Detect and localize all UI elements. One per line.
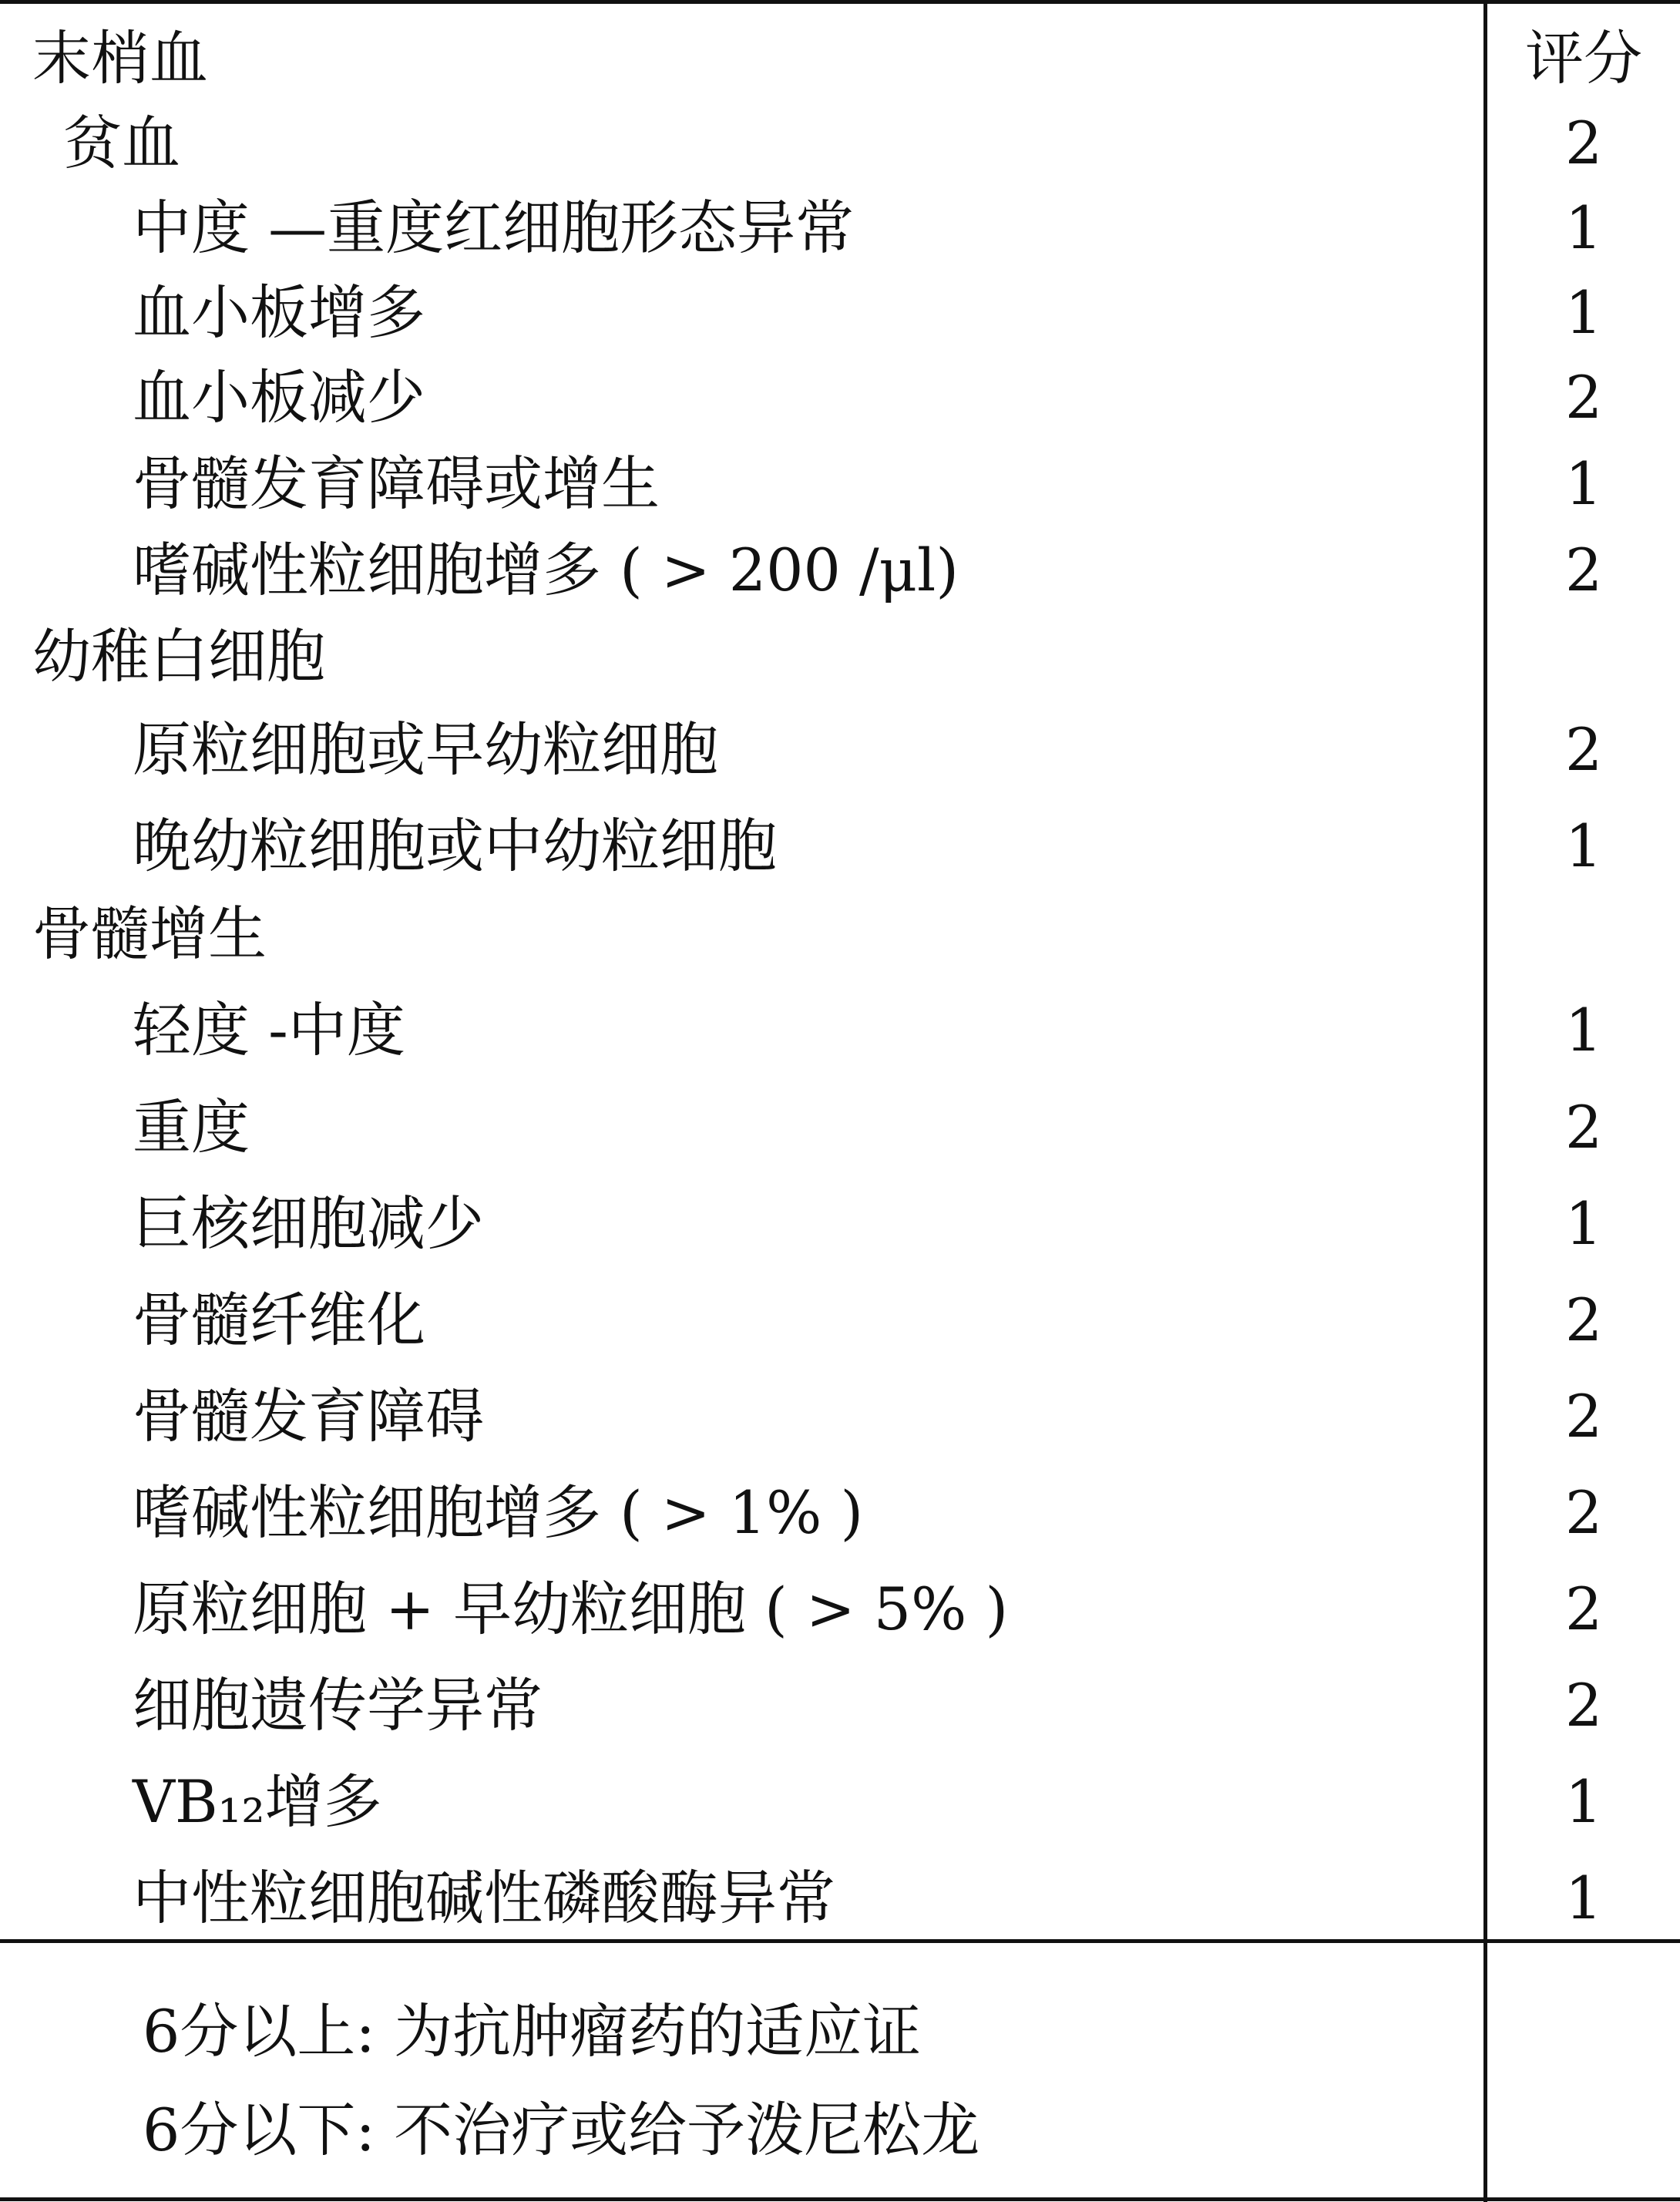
- row-label: 细胞遗传学异常: [133, 1671, 543, 1740]
- table-section-row: [0, 614, 1680, 699]
- row-score: 1: [1564, 1189, 1603, 1258]
- row-score: 1: [1564, 1864, 1603, 1932]
- row-label: 原粒细胞或早幼粒细胞: [133, 715, 718, 784]
- row-score: 2: [1564, 1286, 1603, 1354]
- table-header-row: [0, 16, 1680, 101]
- row-label: 骨髓发育障碍: [133, 1382, 484, 1451]
- row-score: 2: [1564, 715, 1603, 784]
- table-row: [0, 101, 1680, 186]
- row-score: 2: [1564, 1575, 1603, 1643]
- score-column-header: 评分: [1525, 24, 1642, 92]
- row-score: 2: [1564, 1671, 1603, 1740]
- row-score: 1: [1564, 996, 1603, 1064]
- row-score: [1487, 614, 1680, 699]
- row-label: 中度 —重度红细胞形态异常: [133, 193, 855, 262]
- table-row: [0, 988, 1680, 1073]
- table-section-row: [0, 892, 1680, 977]
- row-label: 骨髓纤维化: [133, 1286, 425, 1354]
- table-row: [0, 528, 1680, 613]
- table-row: [0, 442, 1680, 526]
- section-heading: 骨髓增生: [32, 899, 267, 968]
- row-label: 晚幼粒细胞或中幼粒细胞: [133, 812, 777, 880]
- row-label: 嗜碱性粒细胞增多 ( > 200 /μl): [133, 536, 959, 604]
- row-score: 2: [1564, 1093, 1603, 1162]
- row-score: 1: [1564, 278, 1603, 347]
- section-heading: 幼稚白细胞: [32, 622, 325, 691]
- row-score: 1: [1564, 449, 1603, 518]
- table-row: [0, 271, 1680, 355]
- row-label: 嗜碱性粒细胞增多 ( > 1% ): [133, 1478, 864, 1547]
- table-row: [0, 1567, 1680, 1652]
- row-label: 血小板增多: [133, 278, 425, 347]
- row-label: 贫血: [63, 109, 180, 177]
- table-row: [0, 804, 1680, 889]
- row-score: 2: [1564, 109, 1603, 177]
- row-label: 骨髓发育障碍或增生: [133, 449, 660, 518]
- row-label: VB₁₂增多: [133, 1767, 382, 1836]
- table-row: [0, 1471, 1680, 1555]
- row-score: 1: [1564, 193, 1603, 262]
- table-row: [0, 186, 1680, 271]
- top-border: [0, 0, 1680, 4]
- table-row: [0, 1085, 1680, 1170]
- row-label: 轻度 -中度: [133, 996, 405, 1064]
- row-score: 2: [1564, 536, 1603, 604]
- table-row: [0, 1374, 1680, 1459]
- row-score: [1487, 892, 1680, 977]
- table-row: [0, 1760, 1680, 1844]
- row-label: 重度: [133, 1093, 250, 1162]
- table-row: [0, 1856, 1680, 1941]
- row-score: 2: [1564, 1382, 1603, 1451]
- section-heading: 末梢血: [32, 24, 208, 92]
- row-label: 巨核细胞减少: [133, 1189, 484, 1258]
- row-score: 1: [1564, 1767, 1603, 1836]
- table-row: [0, 708, 1680, 792]
- row-score: 1: [1564, 812, 1603, 880]
- footer-note-high: 6分以上: 为抗肿瘤药的适应证: [143, 1997, 922, 2066]
- table-row: [0, 355, 1680, 440]
- row-label: 原粒细胞 + 早幼粒细胞 ( > 5% ): [133, 1575, 1009, 1643]
- row-label: 中性粒细胞碱性磷酸酶异常: [133, 1864, 835, 1932]
- row-label: 血小板减少: [133, 363, 425, 432]
- table-row: [0, 1663, 1680, 1748]
- row-score: 2: [1564, 363, 1603, 432]
- table-row: [0, 1278, 1680, 1363]
- footer-note-low: 6分以下: 不治疗或给予泼尼松龙: [143, 2096, 980, 2164]
- row-score: 2: [1564, 1478, 1603, 1547]
- bottom-border: [0, 2197, 1680, 2201]
- table-row: [0, 1182, 1680, 1266]
